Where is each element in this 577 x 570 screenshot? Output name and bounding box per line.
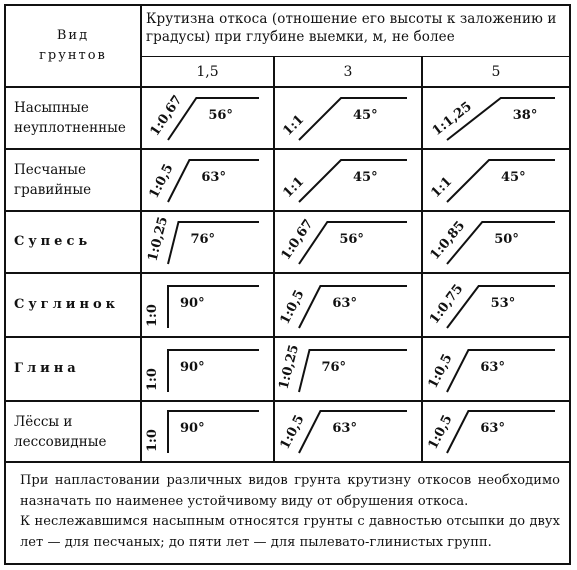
slope-angle-label: 50°: [494, 232, 519, 247]
slope-cell: [423, 150, 569, 210]
soil-type-line: Песчаные: [14, 162, 87, 178]
soil-type-line: Супесь: [14, 234, 92, 249]
slope-angle-label: 76°: [321, 360, 347, 375]
slope-cell: [423, 274, 569, 336]
slope-cell: [275, 88, 421, 148]
soil-type-label: [14, 412, 142, 452]
soil-type-label: [14, 359, 142, 379]
soil-type-label: [14, 98, 142, 138]
soil-header-line-2: грунтов: [39, 48, 107, 63]
slope-cell: [142, 274, 273, 336]
slope-cell: [423, 402, 569, 461]
steepness-header: Крутизна откоса (отношение его высоты к заложению и градусы) при глубине выемки, м, не более: [146, 11, 557, 45]
slope-cell: [275, 338, 421, 400]
slope-cell: [275, 150, 421, 210]
slope-ratio-label: 1:0,75: [427, 281, 467, 327]
slope-profile-diagram: [142, 402, 273, 461]
footnote-paragraph-2: К неслежавшимся насыпным относятся грунты с давностью отсыпки до двух лет — для песчаных; до пяти лет — для пылевато-глинистых групп.: [20, 514, 560, 550]
slope-ratio-label: 1:1: [428, 174, 456, 201]
soil-type-label: [14, 160, 142, 200]
slope-angle-label: 63°: [480, 360, 505, 375]
slope-angle-label: 53°: [490, 296, 516, 311]
footnote-paragraph-1: При напластовании различных видов грунта крутизну откосов необходимо назначать по наименее устойчивому виду от обрушения откоса.: [20, 473, 560, 509]
slope-angle-label: 90°: [180, 421, 205, 436]
slope-profile-diagram: [142, 274, 273, 336]
slope-ratio-label: 1:0,5: [277, 412, 308, 452]
slope-cell: [142, 150, 273, 210]
table-footnote: [20, 471, 560, 553]
slope-profile-diagram: [142, 338, 273, 400]
row-divider: [6, 461, 569, 463]
slope-ratio-label: 1:1: [280, 112, 308, 139]
slope-ratio-label: 1:0,5: [425, 351, 456, 391]
slope-cell: [423, 88, 569, 148]
soil-type-line: гравийные: [14, 182, 92, 198]
depth-header-1: 1,5: [196, 63, 219, 80]
slope-angle-label: 63°: [201, 170, 226, 185]
slope-angle-label: 90°: [180, 296, 205, 311]
soil-type-line: Насыпные: [14, 100, 89, 116]
slope-steepness-table: [4, 4, 571, 565]
slope-cell: [275, 212, 421, 272]
slope-angle-label: 63°: [332, 421, 357, 436]
slope-ratio-label: 1:0,85: [427, 218, 469, 263]
slope-line: [299, 350, 407, 392]
slope-cell: [275, 402, 421, 461]
soil-type-line: Суглинок: [14, 297, 120, 312]
slope-cell: [275, 274, 421, 336]
slope-cell: [142, 212, 273, 272]
soil-type-header: [6, 6, 140, 86]
slope-ratio-label: 1:0: [145, 429, 160, 452]
slope-ratio-label: 1:0,67: [278, 216, 317, 263]
slope-ratio-label: 1:0: [145, 304, 160, 327]
soil-header-line-1: Вид: [56, 28, 90, 43]
slope-angle-label: 90°: [180, 360, 205, 375]
soil-type-line: Лёссы и: [14, 413, 73, 430]
slope-cell: [142, 402, 273, 461]
slope-angle-label: 63°: [332, 296, 357, 311]
slope-ratio-label: 1:0,67: [147, 92, 186, 139]
slope-ratio-label: 1:0: [145, 368, 160, 391]
soil-type-line: лессовидные: [14, 433, 107, 450]
depth-header-2: 3: [343, 63, 353, 80]
slope-ratio-label: 1:0,5: [277, 287, 308, 327]
slope-ratio-label: 1:0,5: [146, 161, 177, 201]
slope-ratio-label: 1:1: [280, 174, 308, 201]
slope-cell: [142, 88, 273, 148]
slope-ratio-label: 1:0,5: [425, 412, 456, 452]
slope-ratio-label: 1:0,25: [276, 343, 303, 391]
slope-angle-label: 45°: [501, 170, 526, 185]
slope-ratio-label: 1:0,25: [145, 215, 172, 263]
slope-cell: [423, 338, 569, 400]
slope-angle-label: 38°: [512, 108, 538, 123]
soil-type-label: [14, 232, 142, 252]
soil-type-line: Глина: [14, 361, 80, 376]
soil-type-line: неуплотненные: [14, 120, 126, 136]
slope-angle-label: 56°: [339, 232, 364, 247]
slope-angle-label: 45°: [353, 170, 378, 185]
depth-header-3: 5: [491, 63, 501, 80]
slope-cell: [142, 338, 273, 400]
slope-angle-label: 76°: [190, 232, 216, 247]
slope-angle-label: 63°: [480, 421, 505, 436]
soil-type-label: [14, 295, 142, 315]
slope-ratio-label: 1:1,25: [429, 99, 475, 139]
slope-angle-label: 56°: [208, 108, 233, 123]
slope-cell: [423, 212, 569, 272]
slope-angle-label: 45°: [353, 108, 378, 123]
